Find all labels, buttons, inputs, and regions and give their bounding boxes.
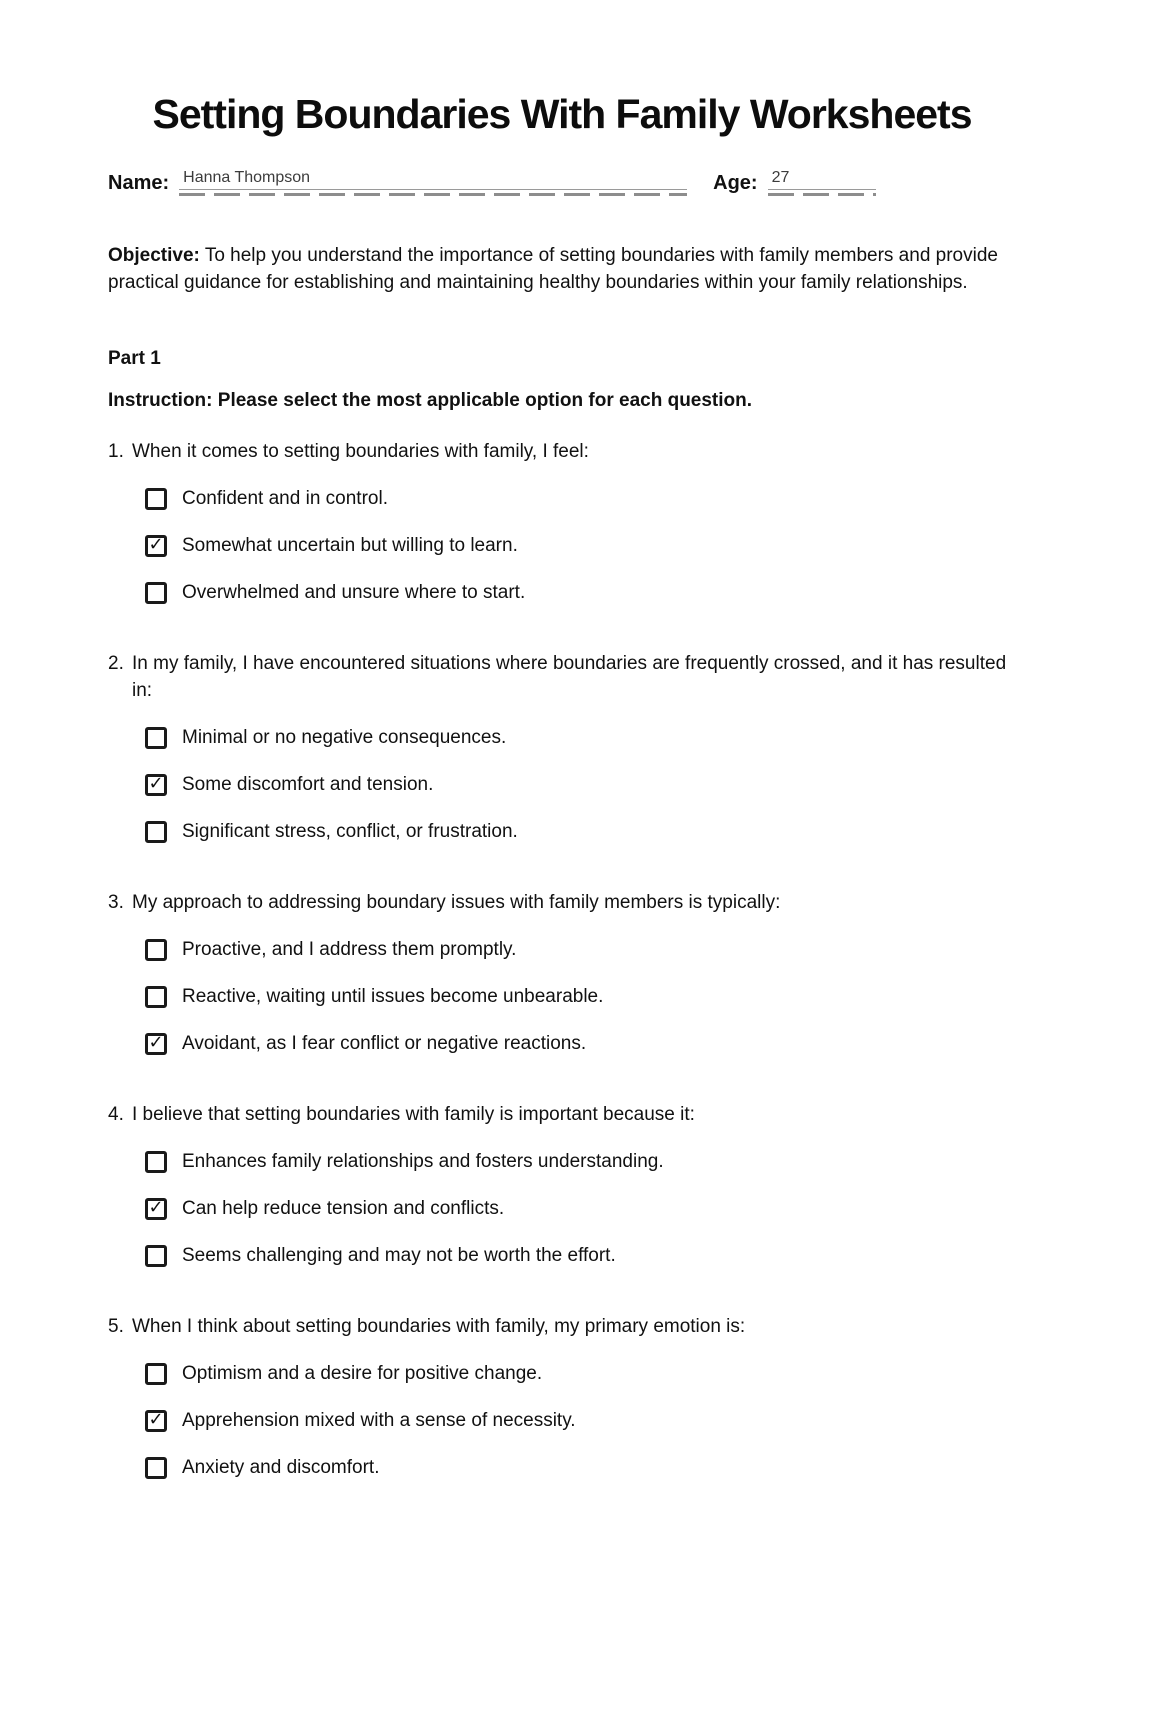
option-checkbox[interactable] bbox=[145, 1363, 167, 1385]
objective-label: Objective: bbox=[108, 244, 200, 266]
question-4-text-row bbox=[108, 1101, 1016, 1128]
worksheet-title: Setting Boundaries With Family Worksheets bbox=[152, 91, 972, 137]
checkmark-icon: ✓ bbox=[148, 533, 164, 555]
age-field[interactable] bbox=[768, 168, 876, 196]
checkmark-icon: ✓ bbox=[148, 1031, 164, 1053]
part1-heading: Part 1 bbox=[108, 347, 161, 369]
question-number: 5. bbox=[108, 1315, 124, 1337]
option-row bbox=[145, 1455, 1016, 1481]
option-label: Significant stress, conflict, or frustration. bbox=[182, 820, 518, 842]
option-row bbox=[145, 937, 1016, 963]
question-5-text-row bbox=[108, 1313, 1016, 1340]
option-checkbox[interactable] bbox=[145, 774, 167, 796]
objective-text: To help you understand the importance of setting boundaries with family members and provide practical guidance for establishing and maintaining healthy boundaries within your family relationships. bbox=[108, 244, 998, 293]
option-label: Can help reduce tension and conflicts. bbox=[182, 1197, 505, 1219]
option-checkbox[interactable] bbox=[145, 1198, 167, 1220]
option-row bbox=[145, 772, 1016, 798]
instruction-line bbox=[108, 388, 1016, 414]
question-text: When it comes to setting boundaries with family, I feel: bbox=[132, 440, 589, 462]
question-1 bbox=[108, 438, 1016, 606]
question-number: 1. bbox=[108, 440, 124, 462]
option-label: Optimism and a desire for positive change. bbox=[182, 1362, 543, 1384]
question-text: When I think about setting boundaries with family, my primary emotion is: bbox=[132, 1315, 746, 1337]
question-text: I believe that setting boundaries with family is important because it: bbox=[132, 1103, 695, 1125]
option-label: Overwhelmed and unsure where to start. bbox=[182, 581, 526, 603]
option-row bbox=[145, 725, 1016, 751]
option-checkbox[interactable] bbox=[145, 1151, 167, 1173]
name-label: Name: bbox=[108, 171, 170, 194]
option-row bbox=[145, 1149, 1016, 1175]
question-text: In my family, I have encountered situations where boundaries are frequently crossed, and it has resulted in: bbox=[132, 652, 1007, 701]
question-number: 4. bbox=[108, 1103, 124, 1125]
question-2 bbox=[108, 650, 1016, 845]
question-1-text-row bbox=[108, 438, 1016, 465]
option-label: Enhances family relationships and fosters understanding. bbox=[182, 1150, 664, 1172]
option-label: Some discomfort and tension. bbox=[182, 773, 434, 795]
question-5 bbox=[108, 1313, 1016, 1481]
option-row bbox=[145, 1196, 1016, 1222]
option-label: Apprehension mixed with a sense of necessity. bbox=[182, 1409, 576, 1431]
question-3-options bbox=[145, 937, 1016, 1057]
question-5-options bbox=[145, 1361, 1016, 1481]
option-checkbox[interactable] bbox=[145, 582, 167, 604]
option-row bbox=[145, 984, 1016, 1010]
checkmark-icon: ✓ bbox=[148, 772, 164, 794]
option-row bbox=[145, 1243, 1016, 1269]
question-3 bbox=[108, 889, 1016, 1057]
question-number: 2. bbox=[108, 652, 124, 674]
option-checkbox[interactable] bbox=[145, 488, 167, 510]
option-row bbox=[145, 1408, 1016, 1434]
age-value: 27 bbox=[771, 168, 790, 186]
option-row bbox=[145, 533, 1016, 559]
checkmark-icon: ✓ bbox=[148, 1408, 164, 1430]
option-checkbox[interactable] bbox=[145, 1410, 167, 1432]
instruction-text: Please select the most applicable option for each question. bbox=[217, 389, 753, 411]
option-checkbox[interactable] bbox=[145, 986, 167, 1008]
question-1-options bbox=[145, 486, 1016, 606]
option-label: Proactive, and I address them promptly. bbox=[182, 938, 517, 960]
option-row bbox=[145, 819, 1016, 845]
checkmark-icon: ✓ bbox=[148, 1196, 164, 1218]
question-3-text-row bbox=[108, 889, 1016, 916]
name-age-row bbox=[108, 168, 1016, 196]
question-text: My approach to addressing boundary issues with family members is typically: bbox=[132, 891, 781, 913]
option-row bbox=[145, 486, 1016, 512]
option-label: Anxiety and discomfort. bbox=[182, 1456, 380, 1478]
instruction-label: Instruction: bbox=[108, 389, 213, 411]
name-value: Hanna Thompson bbox=[183, 168, 311, 186]
option-row bbox=[145, 1361, 1016, 1387]
question-4-options bbox=[145, 1149, 1016, 1269]
option-label: Seems challenging and may not be worth the effort. bbox=[182, 1244, 616, 1266]
objective-paragraph bbox=[108, 242, 1016, 296]
option-label: Reactive, waiting until issues become unbearable. bbox=[182, 985, 604, 1007]
option-checkbox[interactable] bbox=[145, 1245, 167, 1267]
option-checkbox[interactable] bbox=[145, 1033, 167, 1055]
question-2-options bbox=[145, 725, 1016, 845]
option-row bbox=[145, 580, 1016, 606]
option-checkbox[interactable] bbox=[145, 939, 167, 961]
worksheet-page bbox=[0, 92, 1176, 1722]
option-row bbox=[145, 1031, 1016, 1057]
option-label: Somewhat uncertain but willing to learn. bbox=[182, 534, 518, 556]
option-checkbox[interactable] bbox=[145, 535, 167, 557]
question-4 bbox=[108, 1101, 1016, 1269]
option-label: Minimal or no negative consequences. bbox=[182, 726, 507, 748]
option-label: Avoidant, as I fear conflict or negative reactions. bbox=[182, 1032, 587, 1054]
age-label: Age: bbox=[713, 171, 758, 194]
option-checkbox[interactable] bbox=[145, 821, 167, 843]
option-label: Confident and in control. bbox=[182, 487, 388, 509]
option-checkbox[interactable] bbox=[145, 727, 167, 749]
question-number: 3. bbox=[108, 891, 124, 913]
name-field[interactable] bbox=[179, 168, 687, 196]
option-checkbox[interactable] bbox=[145, 1457, 167, 1479]
question-2-text-row bbox=[108, 650, 1016, 704]
